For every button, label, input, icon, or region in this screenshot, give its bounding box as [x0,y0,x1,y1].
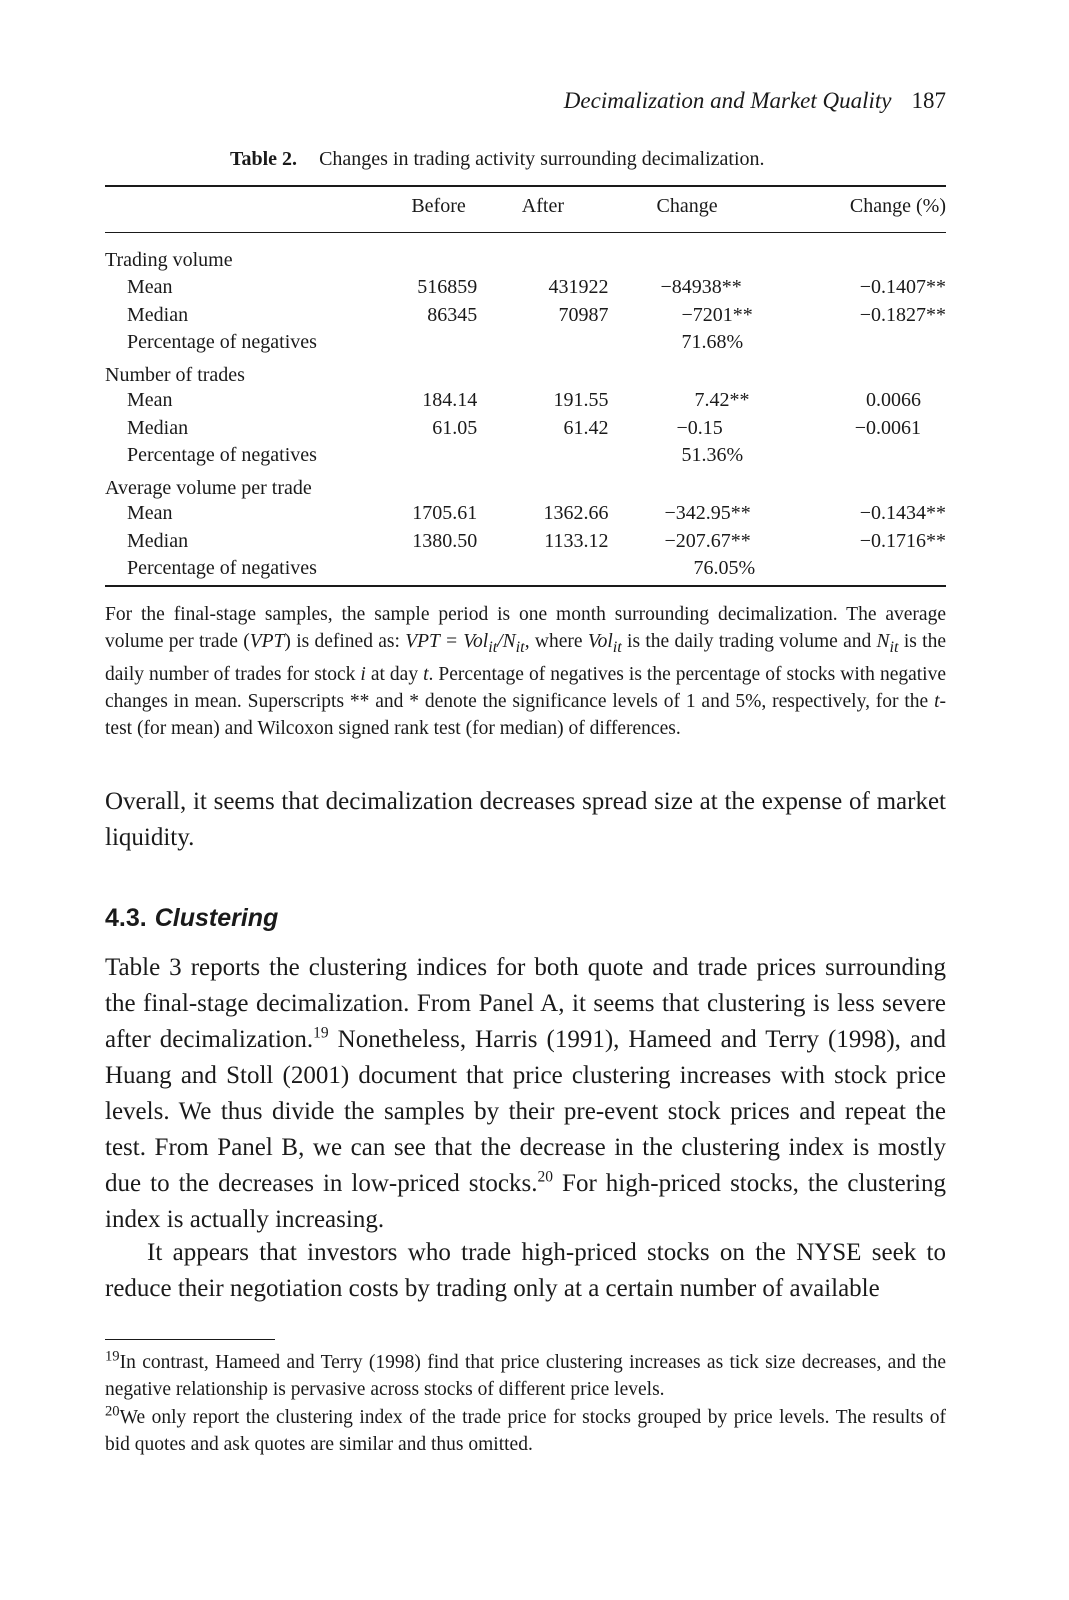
note-text: For the final-stage samples, the sample period is one month surrounding decimalization. The average volume per trade ( [105,604,946,652]
table-section-row [105,469,946,500]
footnote [105,1349,946,1403]
cell-after: 70987 [558,303,609,326]
table-row [105,442,946,469]
table-row [105,302,946,329]
cell-change: 7.42** [694,389,750,412]
row-label: Median [127,303,189,326]
row-label: Mean [127,389,173,412]
paragraph-text: Table 3 reports the clustering indices for both quote and trade prices surrounding the final-stage decimalization. From Panel A, it seems that clustering is less severe after decimalization. [105,954,946,1053]
table-row [105,387,946,414]
section-title: Average volume per trade [105,477,312,500]
note-math: VPT [249,631,285,652]
cell-change: −0.15 [676,416,723,439]
table-bottom-rule [105,585,946,587]
table-header-row [105,195,946,223]
cell-before [400,442,477,469]
section-title: Trading volume [105,249,233,272]
note-math: Vol [587,631,613,652]
column-header-change-pct: Change (%) [849,195,946,217]
cell-after: 431922 [548,276,609,299]
paragraph-text: For high-priced stocks, the clustering index is actually increasing. [105,1170,946,1233]
table-row [105,329,946,356]
note-math: VPT = Vol [405,631,489,652]
footnote-mark: 19 [105,1348,120,1365]
footnote-ref[interactable]: 19 [313,1024,329,1042]
column-header-after: After [521,195,564,217]
note-math: /N [497,631,516,652]
table-caption-text: Changes in trading activity surrounding decimalization. [319,148,765,170]
section-title: Number of trades [105,364,245,387]
paragraph-text: Nonetheless, Harris (1991), Hameed and Terry (1998), and Huang and Stoll (2001) document that price clustering increases with stock price levels. We thus divide the samples by their pre-event stock prices and repeat the test. From Panel B, we can see that the decrease in the clustering index is mostly due to the decreases in low-priced stocks. [105,1026,946,1197]
cell-change-pct: −0.0061 [854,416,921,439]
note-text: , where [524,631,588,652]
cell-after [477,442,608,469]
section-heading [105,901,278,935]
note-text: is the daily trading volume and [621,631,877,652]
note-math: i [360,663,366,685]
column-header-change: Change [656,195,718,217]
cell-change-pct: 0.0066 [866,389,921,412]
table-top-rule [105,185,946,187]
note-text: -test (for mean) and Wilcoxon signed rank test (for median) of differences. [105,690,946,739]
note-text: . Percentage of negatives is the percentage of stocks with negative changes in mean. Superscripts ** and * denote the significance levels of 1 and 5%, respectively, for the [105,663,946,712]
cell-change: 76.05% [693,556,756,579]
column-header-label [105,195,400,223]
note-text: at day [365,663,424,685]
cell-change: −7201** [681,303,753,326]
cell-change-pct [850,329,946,356]
cell-change: −84938** [660,276,742,299]
row-label: Median [127,416,189,439]
note-math-subscript: it [889,637,899,656]
paragraph: It appears that investors who trade high-priced stocks on the NYSE seek to reduce their negotiation costs by trading only at a certain number of available [105,1239,946,1302]
note-math: t [934,690,940,712]
cell-before [400,329,477,356]
section-number: 4.3. [105,904,147,932]
table-row [105,500,946,527]
running-head [564,86,946,116]
footnote-text: We only report the clustering index of the trade price for stocks grouped by price levels. The results of bid quotes and ask quotes are similar and thus omitted. [105,1407,946,1455]
table-row [105,274,946,301]
cell-before: 86345 [427,303,478,326]
page-number: 187 [911,88,946,113]
table-section-row [105,247,946,274]
cell-before: 1380.50 [412,529,478,552]
cell-change: 71.68% [681,331,744,354]
note-math: N [876,631,890,652]
cell-before: 1705.61 [412,502,478,525]
footnote [105,1404,946,1458]
note-text: ) is defined as: [284,631,406,652]
paragraph [105,950,946,1238]
footnote-mark: 20 [105,1403,120,1420]
footnote-text: In contrast, Hameed and Terry (1998) find that price clustering increases as tick size decreases, and the negative relationship is pervasive across stocks of different price levels. [105,1352,946,1400]
note-math-subscript: it [612,637,622,656]
table-row [105,555,946,582]
footnote-rule [105,1339,275,1340]
cell-after: 1362.66 [543,502,609,525]
data-table [105,195,946,582]
table-row [105,527,946,554]
row-label: Median [127,529,189,552]
cell-change: −207.67** [664,529,751,552]
cell-before: 61.05 [432,416,478,439]
cell-before [400,555,477,582]
note-math: t [423,663,429,685]
section-title: Clustering [154,904,279,932]
cell-before: 184.14 [422,389,478,412]
row-label: Percentage of negatives [127,556,317,579]
cell-change-pct [850,442,946,469]
cell-change-pct: −0.1716** [859,529,946,552]
cell-change: −342.95** [664,502,751,525]
cell-change-pct: −0.1827** [859,303,946,326]
cell-after: 61.42 [563,416,609,439]
paragraph: Overall, it seems that decimalization decreases spread size at the expense of market liquidity. [105,788,946,851]
cell-change-pct: −0.1407** [859,276,946,299]
cell-change: 51.36% [681,443,744,466]
table-note [105,601,946,742]
table-caption [230,145,765,173]
note-text: is the daily number of trades for stock [105,631,946,685]
cell-change-pct: −0.1434** [859,502,946,525]
row-label: Percentage of negatives [127,443,317,466]
cell-after: 191.55 [553,389,609,412]
row-label: Mean [127,276,173,299]
note-math-subscript: it [515,637,525,656]
row-label: Percentage of negatives [127,331,317,354]
note-math-subscript: it [488,637,498,656]
column-header-before: Before [411,195,466,217]
cell-change-pct [850,555,946,582]
table-section-row [105,356,946,387]
running-head-title: Decimalization and Market Quality [563,88,892,113]
cell-after [477,329,608,356]
cell-after [477,555,608,582]
cell-after: 1133.12 [544,529,609,552]
table-caption-label: Table 2. [230,148,298,170]
cell-before: 516859 [417,276,478,299]
row-label: Mean [127,502,173,525]
table-row [105,414,946,441]
footnote-ref[interactable]: 20 [537,1168,554,1186]
